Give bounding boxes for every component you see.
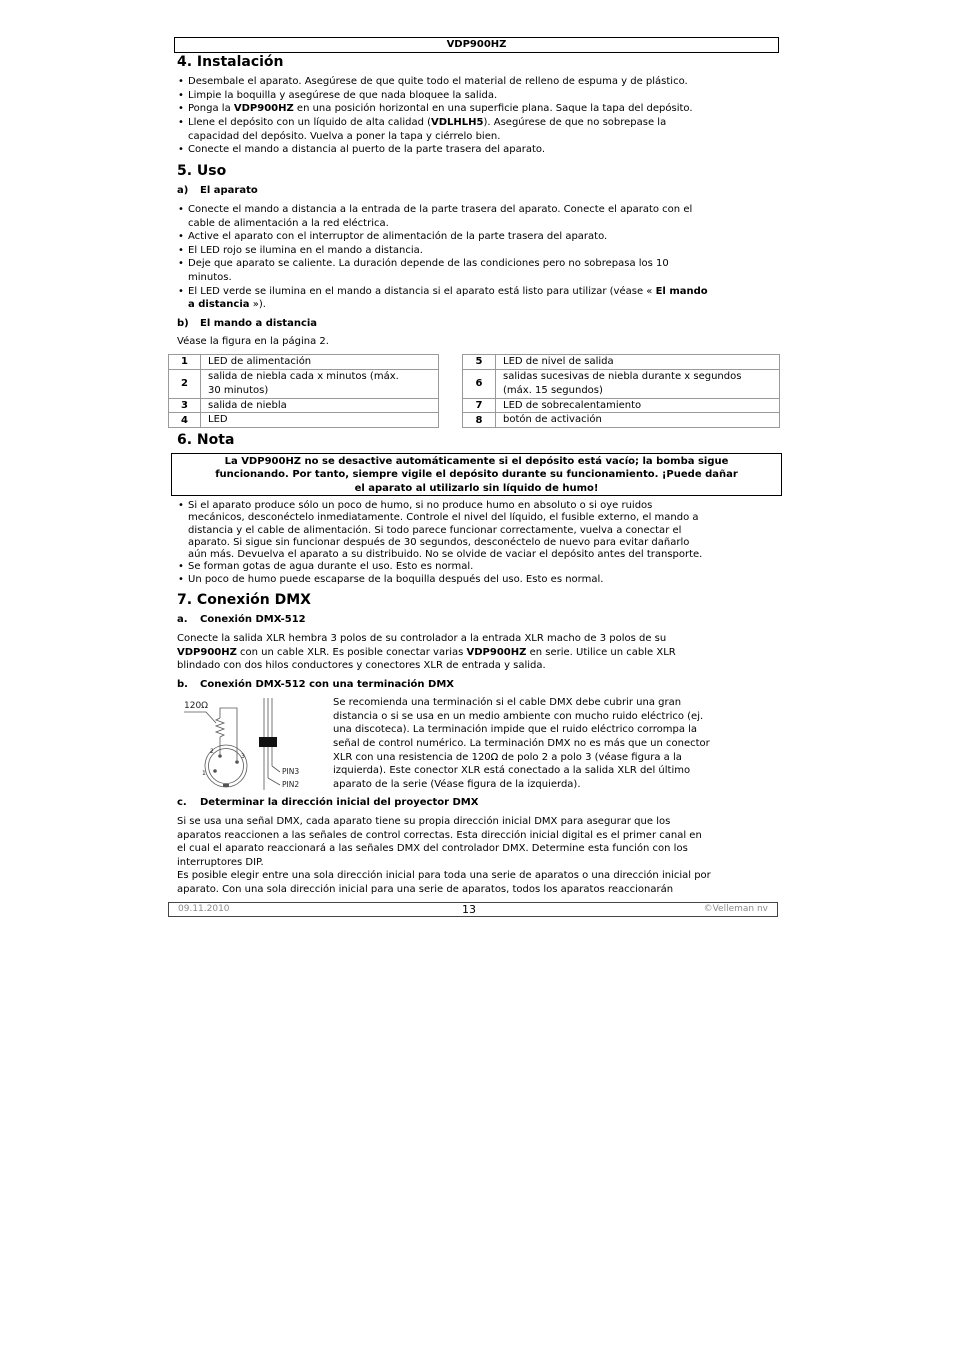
resistor-lead <box>220 708 237 760</box>
table-cell-text: salida de niebla <box>201 398 439 413</box>
table-row <box>169 398 439 413</box>
paragraph-line: Es posible elegir entre una sola dirección inicial para toda una serie de aparatos o una dirección inicial por <box>177 870 711 882</box>
pin2-label: PIN2 <box>282 780 300 789</box>
list-item <box>177 561 702 573</box>
page-footer <box>168 902 778 917</box>
paragraph-line: señal de control numérico. La terminación DMX no es más que un conector <box>333 737 710 749</box>
paragraph-line: izquierda). Este conector XLR está conectado a la salida XLR del último <box>333 765 691 777</box>
table-cell-number: 8 <box>463 413 496 428</box>
table-cell-text: LED <box>201 413 439 428</box>
list-item-text: • El LED rojo se ilumina en el mando a distancia. <box>188 244 423 256</box>
pin-number-label: 1 <box>202 770 206 777</box>
section-heading-dmx: 7. Conexión DMX <box>177 592 311 608</box>
table-cell-text: salidas sucesivas de niebla durante x segundos (máx. 15 segundos) <box>496 369 780 398</box>
table-cell-text: botón de activación <box>496 413 780 428</box>
product-code: VDP900HZ <box>466 646 527 658</box>
table-cell-text: LED de nivel de salida <box>496 355 780 370</box>
table-row <box>169 369 439 398</box>
paragraph-line: XLR con una resistencia de 120Ω de polo 2 a polo 3 (véase figura a la <box>333 751 682 763</box>
subheading-label: c. <box>177 797 187 808</box>
list-item-text: • Limpie la boquilla y asegúrese de que nada bloquee la salida. <box>188 89 498 101</box>
dmx-termination-paragraph <box>333 696 710 792</box>
subheading-dmx-address <box>177 796 478 810</box>
list-item-text: mecánicos, desconéctelo inmediatamente. Controle el nivel del líquido, el fusible externo, el mando a <box>188 512 699 524</box>
table-row <box>463 355 780 370</box>
xlr-termination-figure <box>180 696 330 792</box>
table-cell-number: 5 <box>463 355 496 370</box>
paragraph-line: Si se usa una señal DMX, cada aparato tiene su propia dirección inicial DMX para asegurar que los <box>177 816 671 827</box>
paragraph-line: Conecte la salida XLR hembra 3 polos de su controlador a la entrada XLR macho de 3 polos de su <box>177 633 667 644</box>
figure-reference: Véase la figura en la página 2. <box>177 336 329 347</box>
list-item-text: aparato. Si sigue sin funcionar después de 30 segundos, desconéctelo de nuevo para evitar dañarlo <box>188 536 690 548</box>
list-item-text: • Se forman gotas de agua durante el uso. Esto es normal. <box>188 561 474 573</box>
section-heading-note: 6. Nota <box>177 432 235 448</box>
list-item-text: capacidad del depósito. Vuelva a poner la tapa y ciérrelo bien. <box>188 130 501 142</box>
list-item-text: minutos. <box>188 271 232 283</box>
wire-to-pin2 <box>268 778 280 785</box>
shrink-tube-icon <box>259 737 277 747</box>
paragraph-line: una discoteca). La terminación impide que el ruido eléctrico corrompa la <box>333 724 698 736</box>
pin-number-label: 3 <box>241 753 245 760</box>
header-model: VDP900HZ <box>446 39 507 50</box>
list-item <box>177 285 708 312</box>
table-row <box>463 398 780 413</box>
paragraph-line: aparato de la serie (Véase figura de la izquierda). <box>333 778 581 790</box>
table-cell-number: 3 <box>169 398 201 413</box>
list-item-text: • Si el aparato produce sólo un poco de humo, si no produce humo en absoluto o si oye ruidos <box>188 500 653 511</box>
list-item-text: cable de alimentación a la red eléctrica. <box>188 217 389 229</box>
table-cell-text: salida de niebla cada x minutos (máx. 30 minutos) <box>201 369 439 398</box>
list-item-text: • Conecte el mando a distancia al puerto de la parte trasera del aparato. <box>188 144 546 156</box>
paragraph-line: interruptores DIP. <box>177 856 264 868</box>
list-item-text: distancia y el cable de alimentación. Si todo parece funcionar correctamente, vuelva a conectar el <box>188 524 682 536</box>
section-heading-installation: 4. Instalación <box>177 54 284 70</box>
list-item-text: • Active el aparato con el interruptor de alimentación de la parte trasera del aparato. <box>188 231 608 243</box>
emphasis: El mando <box>655 285 708 297</box>
product-code: VDP900HZ <box>233 103 294 115</box>
table-cell-number: 4 <box>169 413 201 428</box>
warning-text: funcionando. Por tanto, siempre vigile el depósito durante su funcionamiento. ¡Puede dañar <box>215 469 738 481</box>
subheading-label: a. <box>177 614 188 625</box>
pin-icon <box>235 760 239 764</box>
table-row <box>169 355 439 370</box>
list-item-text: • Llene el depósito con un líquido de alta calidad (VDLHLH5). Asegúrese de que no sobrepase la <box>188 116 667 128</box>
subheading-title: Determinar la dirección inicial del proyector DMX <box>200 797 479 808</box>
page-number: 13 <box>462 903 476 916</box>
table-cell-number: 1 <box>169 355 201 370</box>
table-row <box>463 369 780 398</box>
pin3-label: PIN3 <box>282 767 300 776</box>
list-item <box>177 203 708 230</box>
pin-icon <box>218 754 222 758</box>
resistor-icon <box>216 718 224 737</box>
pin-icon <box>213 769 217 773</box>
installation-list <box>177 75 693 157</box>
warning-box <box>171 453 782 496</box>
list-item-text: • El LED verde se ilumina en el mando a distancia si el aparato está listo para utilizar (véase « El mando <box>188 285 708 297</box>
table-cell-number: 7 <box>463 398 496 413</box>
list-item <box>177 143 693 157</box>
list-item <box>177 230 708 244</box>
subheading-title: Conexión DMX-512 con una terminación DMX <box>200 679 454 690</box>
paragraph-line: aparatos reaccionen a las señales de control correctas. Esta dirección inicial digital es el primer canal en <box>177 829 702 841</box>
pin-number-label: 2 <box>210 748 214 755</box>
warning-text: La VDP900HZ no se desactive automáticamente si el depósito está vacío; la bomba sigue <box>224 456 729 467</box>
subheading-title: Conexión DMX-512 <box>200 614 306 625</box>
footer-copyright: ©Velleman nv <box>703 904 768 914</box>
table-cell-text: LED de alimentación <box>201 355 439 370</box>
list-item-text: • Un poco de humo puede escaparse de la boquilla después del uso. Esto es normal. <box>188 573 604 585</box>
table-row <box>463 413 780 428</box>
table-cell-number: 6 <box>463 369 496 398</box>
subheading-dmx-connection <box>177 613 306 627</box>
section-heading-use: 5. Uso <box>177 163 227 179</box>
table-row <box>169 413 439 428</box>
list-item-text: • Desembale el aparato. Asegúrese de que quite todo el material de relleno de espuma y de plástico. <box>188 76 688 87</box>
subheading-label: b. <box>177 679 188 690</box>
product-code: VDP900HZ <box>177 646 237 658</box>
paragraph-line: el cual el aparato reaccionará a las señales DMX del controlador DMX. Determine esta función con los <box>177 843 688 855</box>
dmx-address-paragraph <box>177 815 711 897</box>
dmx-connection-paragraph <box>177 632 676 673</box>
list-item-text: aún más. Devuelva el aparato a su distribuido. No se olvide de vaciar el depósito antes del transporte. <box>188 549 703 561</box>
subheading-title: El mando a distancia <box>200 318 318 329</box>
paragraph-line: VDP900HZ con un cable XLR. Es posible conectar varias VDP900HZ en serie. Utilice un cable XLR <box>177 646 676 658</box>
list-item <box>177 244 708 258</box>
list-item <box>177 75 693 89</box>
footer-date: 09.11.2010 <box>178 904 230 914</box>
list-item <box>177 89 693 103</box>
subheading-label: b) <box>177 318 189 329</box>
list-item-text: a distancia »). <box>188 299 266 311</box>
header-model-box <box>174 37 779 53</box>
label-pointer <box>184 712 216 723</box>
wire-to-pin3 <box>272 766 280 772</box>
subheading-dmx-termination <box>177 678 454 692</box>
list-item <box>177 116 693 143</box>
remote-legend-table-left <box>168 354 439 428</box>
remote-legend-table-right <box>462 354 780 428</box>
table-cell-text: LED de sobrecalentamiento <box>496 398 780 413</box>
list-item <box>177 500 702 561</box>
paragraph-line: Se recomienda una terminación si el cable DMX debe cubrir una gran <box>333 697 682 708</box>
list-item <box>177 574 702 586</box>
list-item-text: • Conecte el mando a distancia a la entrada de la parte trasera del aparato. Conecte el aparato con el <box>188 204 693 215</box>
list-item-text: • Deje que aparato se caliente. La duración depende de las condiciones pero no sobrepasa los 10 <box>188 258 669 270</box>
resistor-value-label: 120Ω <box>184 701 209 711</box>
table-cell-number: 2 <box>169 369 201 398</box>
subheading-title: El aparato <box>200 185 258 196</box>
note-list <box>177 500 702 586</box>
subheading-device <box>177 184 258 198</box>
paragraph-line: distancia o si se usa en un medio ambiente con mucho ruido eléctrico (ej. <box>333 710 704 722</box>
product-code: VDLHLH5 <box>431 116 484 128</box>
paragraph-line: blindado con dos hilos conductores y conectores XLR de entrada y salida. <box>177 660 546 671</box>
list-item-text: • Ponga la VDP900HZ en una posición horizontal en una superficie plana. Saque la tapa del depósito. <box>188 103 693 115</box>
warning-text: el aparato al utilizarlo sin líquido de humo! <box>354 482 599 494</box>
subheading-remote <box>177 317 317 331</box>
list-item <box>177 257 708 284</box>
emphasis: a distancia <box>188 299 250 311</box>
connector-key-icon <box>223 784 229 787</box>
list-item <box>177 102 693 116</box>
subheading-label: a) <box>177 185 189 196</box>
paragraph-line: aparato. Con una sola dirección inicial para una serie de aparatos, todos los aparatos reaccionarán <box>177 883 674 895</box>
device-list <box>177 203 708 312</box>
